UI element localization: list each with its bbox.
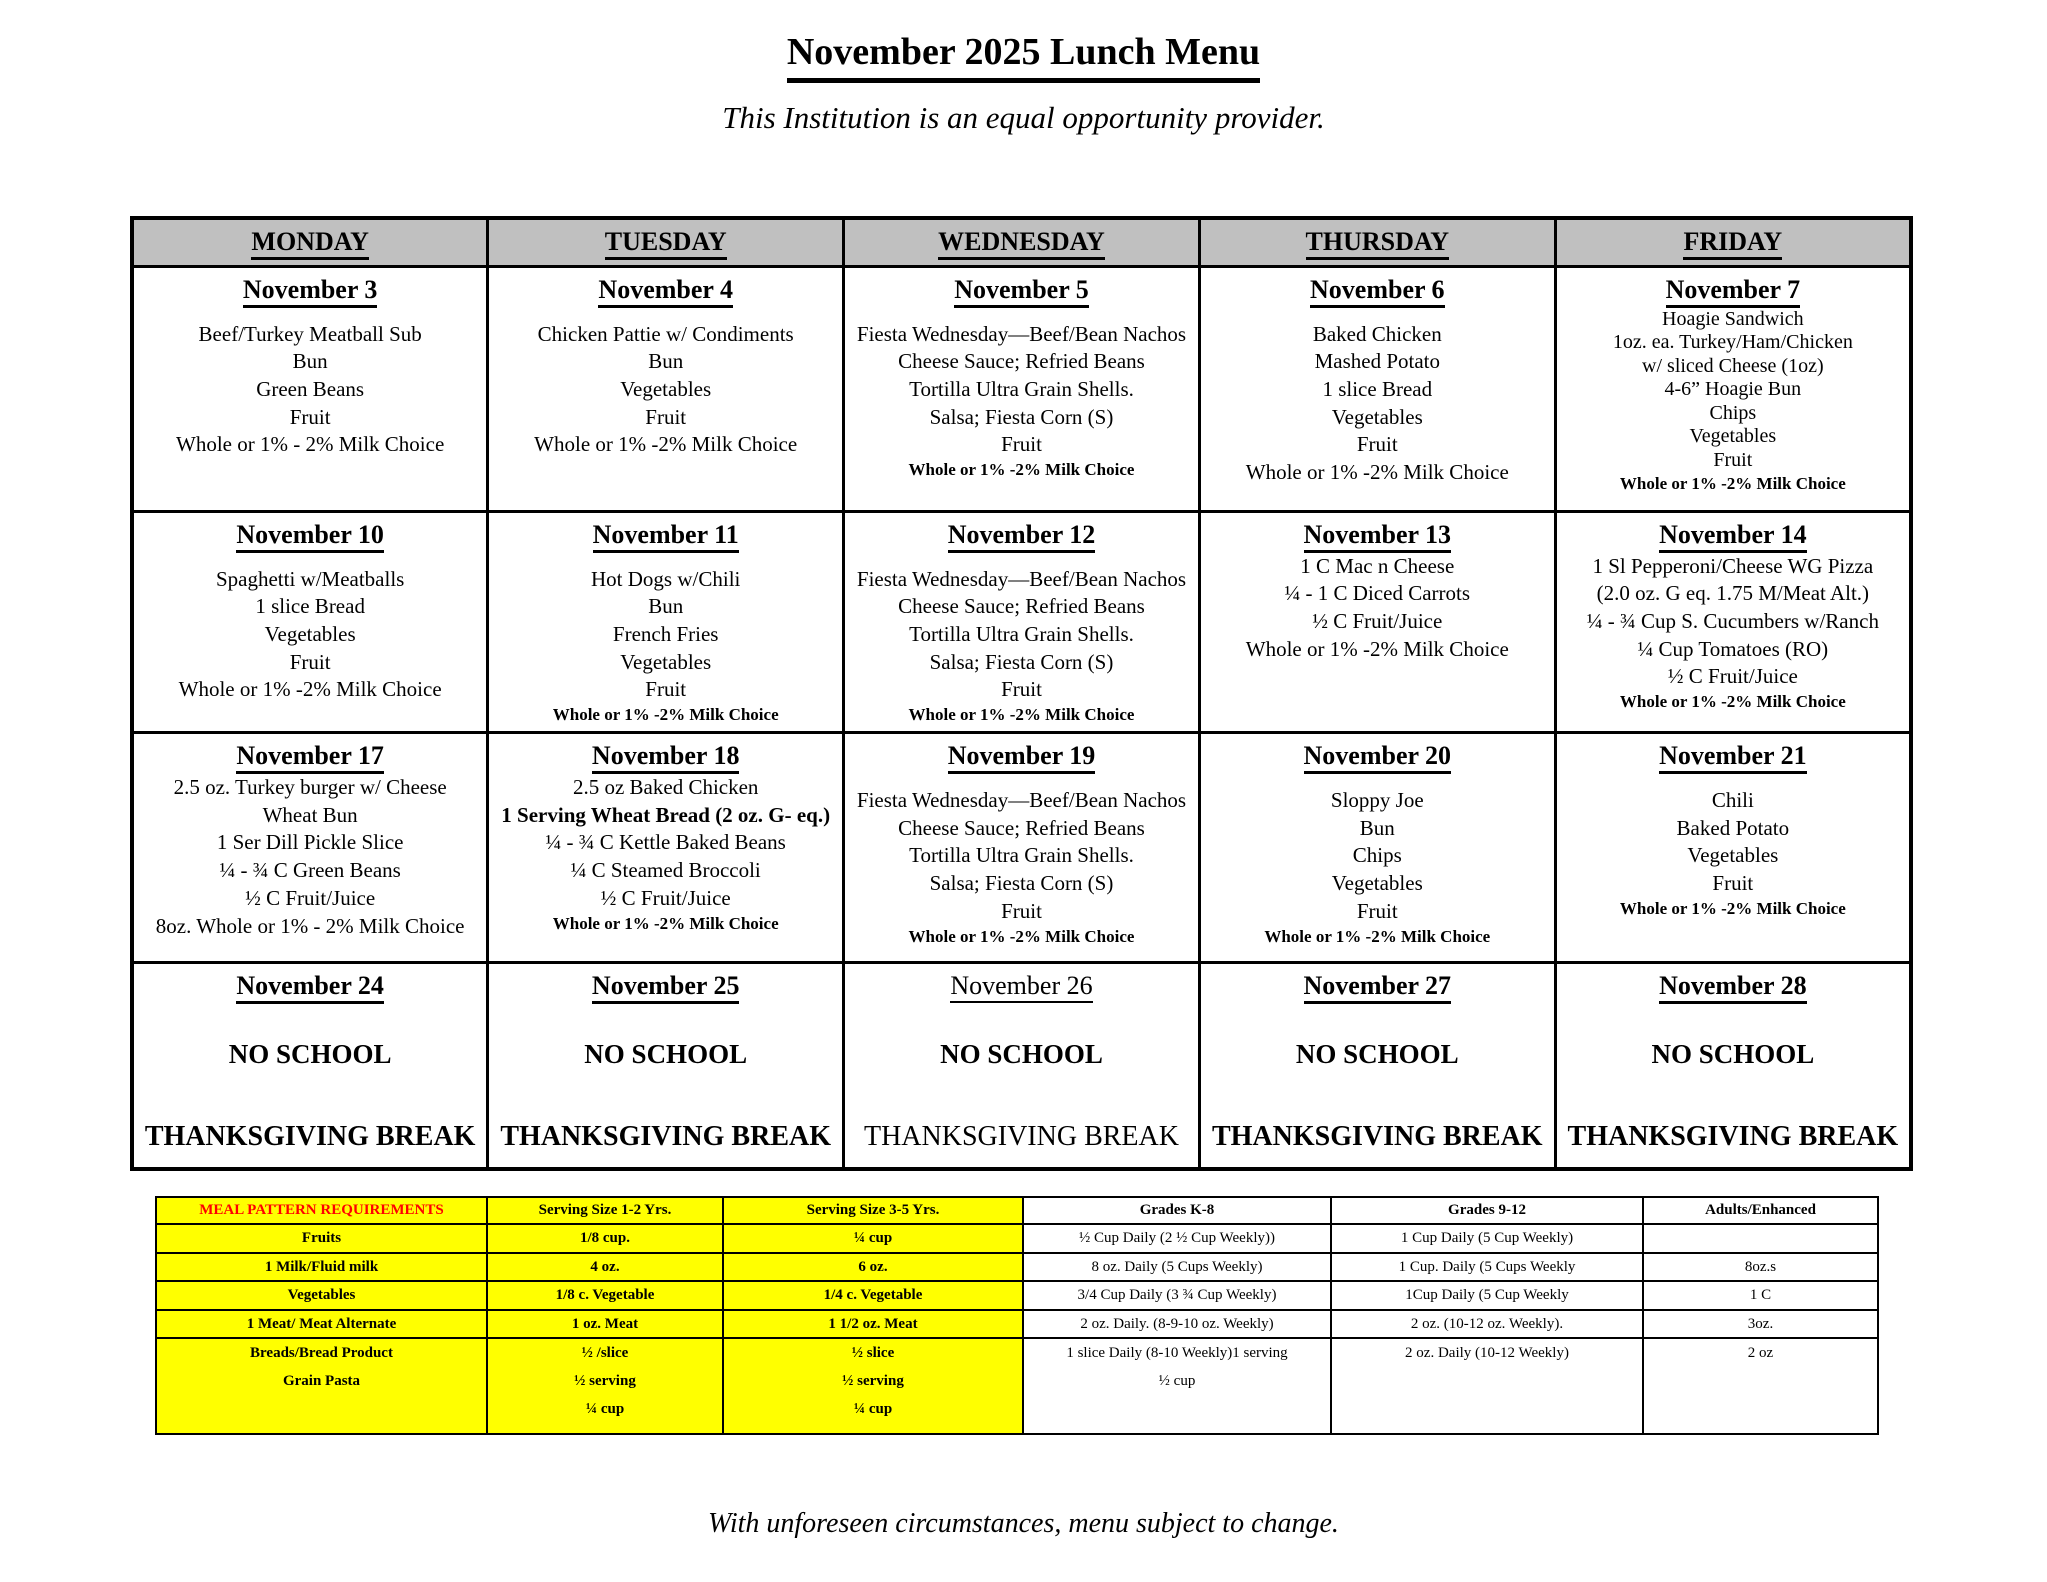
menu-line: ¼ C Steamed Broccoli <box>570 858 761 883</box>
menu-line: Fruit <box>645 404 687 429</box>
calendar-table <box>130 216 1913 1171</box>
menu-line: Vegetables <box>1331 871 1423 896</box>
week-row <box>132 266 1911 511</box>
meal-pattern-cell <box>156 1338 487 1434</box>
menu-line: 1 slice Bread <box>255 594 365 619</box>
menu-line: 2.5 oz Baked Chicken <box>572 775 759 800</box>
menu-line: Whole or 1% -2% Milk Choice <box>908 460 1135 480</box>
meal-pattern-line: 1 slice Daily (8-10 Weekly)1 serving <box>1066 1345 1288 1361</box>
day-header-label: FRIDAY <box>1683 227 1782 260</box>
menu-line: 1oz. ea. Turkey/Ham/Chicken <box>1612 331 1853 354</box>
menu-line: Fruit <box>289 649 331 674</box>
menu-line: 1 Serving Wheat Bread (2 oz. G- eq.) <box>501 802 831 827</box>
menu-line: 4-6” Hoagie Bun <box>1664 378 1802 401</box>
day-cell-november-6 <box>1199 266 1555 511</box>
menu-line: ½ C Fruit/Juice <box>1667 664 1798 689</box>
meal-pattern-line: ½ serving <box>842 1373 904 1389</box>
menu-line: Vegetables <box>620 376 712 401</box>
day-cell-november-5 <box>844 266 1200 511</box>
menu-line: Whole or 1% -2% Milk Choice <box>1264 926 1491 946</box>
menu-line: THANKSGIVING BREAK <box>500 1120 831 1152</box>
meal-pattern-cell <box>487 1253 723 1281</box>
meal-pattern-cell <box>1643 1224 1878 1253</box>
menu-line: 2.5 oz. Turkey burger w/ Cheese <box>173 775 447 800</box>
meal-pattern-cell <box>487 1310 723 1338</box>
menu-line: Cheese Sauce; Refried Beans <box>898 815 1145 840</box>
cell-date-label: November 14 <box>1659 520 1807 553</box>
day-cell-november-12 <box>844 511 1200 733</box>
meal-pattern-header-cell: MEAL PATTERN REQUIREMENTS <box>156 1197 487 1224</box>
cell-date-label: November 20 <box>1304 741 1452 774</box>
menu-line: w/ sliced Cheese (1oz) <box>1642 354 1824 377</box>
menu-line: Fiesta Wednesday—Beef/Bean Nachos <box>856 321 1187 346</box>
menu-line: Fiesta Wednesday—Beef/Bean Nachos <box>856 788 1187 813</box>
meal-pattern-header-cell: Serving Size 3-5 Yrs. <box>723 1197 1023 1224</box>
day-cell-november-20 <box>1199 733 1555 963</box>
menu-line: Sloppy Joe <box>1330 788 1424 813</box>
meal-pattern-line: ¼ cup <box>853 1401 893 1417</box>
menu-line: Mashed Potato <box>1314 349 1440 374</box>
menu-line: Whole or 1% -2% Milk Choice <box>1619 692 1846 712</box>
meal-pattern-line: 1 Milk/Fluid milk <box>264 1258 379 1275</box>
day-cell-november-18 <box>488 733 844 963</box>
meal-pattern-line: 1/8 c. Vegetable <box>555 1287 655 1303</box>
menu-line: ¼ Cup Tomatoes (RO) <box>1637 636 1829 661</box>
cell-date <box>495 520 836 550</box>
calendar-body <box>132 266 1911 1169</box>
meal-pattern-line: 1/4 c. Vegetable <box>823 1287 923 1303</box>
cell-date <box>140 741 480 771</box>
menu-line: THANKSGIVING BREAK <box>863 1120 1179 1152</box>
cell-date <box>495 275 836 305</box>
menu-line: Fruit <box>645 677 687 702</box>
day-cell-november-11 <box>488 511 844 733</box>
cell-date-label: November 11 <box>593 520 739 553</box>
meal-pattern-row <box>156 1253 1878 1281</box>
meal-pattern-cell <box>156 1253 487 1281</box>
meal-pattern-line: 2 oz. Daily (10-12 Weekly) <box>1405 1345 1569 1361</box>
week-row <box>132 733 1911 963</box>
day-cell-november-21 <box>1555 733 1911 963</box>
menu-line: Vegetables <box>620 649 712 674</box>
meal-pattern-cell <box>1023 1310 1331 1338</box>
meal-pattern-cell <box>1023 1281 1331 1310</box>
meal-pattern-line: 1 Cup. Daily (5 Cups Weekly <box>1398 1258 1576 1275</box>
menu-line: Whole or 1% -2% Milk Choice <box>1245 636 1509 661</box>
meal-pattern-line: Grain Pasta <box>282 1373 361 1389</box>
meal-pattern-line: 8 oz. Daily (5 Cups Weekly) <box>1091 1258 1263 1275</box>
day-cell-november-14 <box>1555 511 1911 733</box>
meal-pattern-row <box>156 1338 1878 1434</box>
menu-line: 1 Ser Dill Pickle Slice <box>216 830 404 855</box>
menu-line: ½ C Fruit/Juice <box>600 885 731 910</box>
cell-date-label: November 17 <box>236 741 384 774</box>
menu-line: ½ C Fruit/Juice <box>245 885 376 910</box>
day-cell-november-10 <box>132 511 488 733</box>
cell-date <box>140 275 480 305</box>
day-cell-november-3 <box>132 266 488 511</box>
cell-date <box>1207 741 1548 771</box>
menu-line: Chili <box>1711 788 1754 813</box>
menu-line: Whole or 1% -2% Milk Choice <box>534 432 798 457</box>
meal-pattern-cell <box>1331 1224 1643 1253</box>
day-header-friday <box>1555 218 1911 266</box>
cell-date-label: November 19 <box>948 741 1096 774</box>
cell-date <box>140 520 480 550</box>
meal-pattern-body <box>156 1197 1878 1434</box>
cell-date <box>1563 741 1903 771</box>
day-header-monday <box>132 218 488 266</box>
menu-line: Cheese Sauce; Refried Beans <box>898 594 1145 619</box>
day-header-label: THURSDAY <box>1306 227 1450 260</box>
meal-pattern-line: 1 Cup Daily (5 Cup Weekly) <box>1400 1230 1574 1246</box>
day-cell-november-7 <box>1555 266 1911 511</box>
menu-line: Bun <box>1359 815 1395 840</box>
menu-line: Fruit <box>1001 432 1042 457</box>
cell-date-label: November 18 <box>592 741 740 774</box>
menu-line: (2.0 oz. G eq. 1.75 M/Meat Alt.) <box>1596 581 1870 606</box>
meal-pattern-row <box>156 1281 1878 1310</box>
menu-line: Chips <box>1352 843 1402 868</box>
page-title <box>0 30 2047 83</box>
meal-pattern-line: ½ cup <box>1158 1373 1196 1389</box>
menu-line: Vegetables <box>1331 404 1423 429</box>
cell-date-label: November 27 <box>1304 971 1452 1004</box>
cell-date-label: November 28 <box>1659 971 1807 1004</box>
meal-pattern-header-cell: Serving Size 1-2 Yrs. <box>487 1197 723 1224</box>
menu-line: Fruit <box>1712 871 1754 896</box>
day-header-tuesday <box>488 218 844 266</box>
week-row <box>132 963 1911 1169</box>
cell-date-label: November 21 <box>1659 741 1807 774</box>
meal-pattern-cell <box>723 1310 1023 1338</box>
cell-date <box>1207 520 1548 550</box>
meal-pattern-line: 1 oz. Meat <box>571 1315 639 1332</box>
day-header-thursday <box>1199 218 1555 266</box>
menu-line: Whole or 1% -2% Milk Choice <box>178 677 442 702</box>
menu-line: Whole or 1% -2% Milk Choice <box>1245 460 1509 485</box>
meal-pattern-cell <box>156 1224 487 1253</box>
meal-pattern-line: 2 oz <box>1747 1345 1774 1361</box>
cell-date <box>851 520 1192 550</box>
meal-pattern-cell <box>723 1338 1023 1434</box>
cell-date-label: November 25 <box>592 971 740 1004</box>
menu-line: Whole or 1% -2% Milk Choice <box>908 926 1135 946</box>
cell-date <box>1563 520 1903 550</box>
day-cell-november-17 <box>132 733 488 963</box>
meal-pattern-line: Breads/Bread Product <box>250 1345 393 1361</box>
meal-pattern-header-cell: Grades 9-12 <box>1331 1197 1643 1224</box>
menu-line: Green Beans <box>256 376 365 401</box>
menu-line: Salsa; Fiesta Corn (S) <box>929 649 1114 674</box>
meal-pattern-line: 8oz.s <box>1744 1258 1777 1275</box>
cell-date <box>1563 275 1903 305</box>
meal-pattern-header-row <box>156 1197 1878 1224</box>
meal-pattern-cell <box>1643 1281 1878 1310</box>
meal-pattern-line: ½ Cup Daily (2 ½ Cup Weekly)) <box>1079 1230 1275 1246</box>
meal-pattern-cell <box>1023 1338 1331 1434</box>
cell-date <box>851 275 1192 305</box>
cell-date-label: November 4 <box>598 275 733 308</box>
menu-line: Hoagie Sandwich <box>1662 307 1804 330</box>
menu-line: NO SCHOOL <box>228 1039 392 1070</box>
menu-line: Bun <box>292 349 328 374</box>
menu-line: Tortilla Ultra Grain Shells. <box>909 621 1134 646</box>
meal-pattern-cell <box>156 1281 487 1310</box>
meal-pattern-cell <box>1331 1338 1643 1434</box>
meal-pattern-line: Fruits <box>301 1230 342 1246</box>
meal-pattern-cell <box>723 1224 1023 1253</box>
page-title-text: November 2025 Lunch Menu <box>787 30 1260 83</box>
menu-line: Whole or 1% -2% Milk Choice <box>1619 473 1846 493</box>
week-row <box>132 511 1911 733</box>
menu-line: Fiesta Wednesday—Beef/Bean Nachos <box>856 566 1187 591</box>
menu-line: NO SCHOOL <box>1651 1039 1815 1070</box>
meal-pattern-line: ½ /slice <box>581 1345 629 1361</box>
meal-pattern-cell <box>487 1338 723 1434</box>
menu-line: ½ C Fruit/Juice <box>1312 608 1443 633</box>
menu-line: Salsa; Fiesta Corn (S) <box>929 404 1114 429</box>
day-cell-november-27 <box>1199 963 1555 1169</box>
meal-pattern-cell <box>1023 1224 1331 1253</box>
day-cell-november-25 <box>488 963 844 1169</box>
meal-pattern-line: 4 oz. <box>590 1258 620 1275</box>
menu-line: French Fries <box>612 621 719 646</box>
day-header-label: TUESDAY <box>605 227 727 260</box>
menu-line: Vegetables <box>264 621 356 646</box>
menu-line: 1 slice Bread <box>1322 376 1433 401</box>
cell-date <box>851 971 1192 1001</box>
menu-line: Whole or 1% -2% Milk Choice <box>552 913 779 933</box>
menu-line: Fruit <box>1001 898 1042 923</box>
cell-date <box>140 971 480 1001</box>
cell-date-label: November 5 <box>954 275 1089 308</box>
menu-line: Salsa; Fiesta Corn (S) <box>929 871 1114 896</box>
meal-pattern-cell <box>1643 1253 1878 1281</box>
meal-pattern-cell <box>156 1310 487 1338</box>
menu-line: 1 Sl Pepperoni/Cheese WG Pizza <box>1592 553 1874 578</box>
meal-pattern-line: ¼ cup <box>585 1401 625 1417</box>
meal-pattern-table <box>155 1196 1879 1435</box>
menu-line: Vegetables <box>1689 425 1777 448</box>
menu-line: Chips <box>1709 401 1757 424</box>
meal-pattern-cell <box>723 1253 1023 1281</box>
day-header-label: MONDAY <box>251 227 368 260</box>
day-header-wednesday <box>844 218 1200 266</box>
meal-pattern-cell <box>1331 1253 1643 1281</box>
menu-line: Whole or 1% -2% Milk Choice <box>1619 898 1846 918</box>
menu-line: NO SCHOOL <box>940 1039 1103 1070</box>
menu-line: Chicken Pattie w/ Condiments <box>537 321 794 346</box>
menu-line: Vegetables <box>1687 843 1779 868</box>
menu-line: Baked Potato <box>1676 815 1790 840</box>
meal-pattern-line: Vegetables <box>287 1287 356 1303</box>
menu-line: Cheese Sauce; Refried Beans <box>898 349 1145 374</box>
day-cell-november-13 <box>1199 511 1555 733</box>
meal-pattern-line: 3/4 Cup Daily (3 ¾ Cup Weekly) <box>1077 1287 1277 1303</box>
meal-pattern-line: ¼ cup <box>853 1230 893 1246</box>
meal-pattern-line: 1/8 cup. <box>579 1230 630 1246</box>
menu-line: Whole or 1% - 2% Milk Choice <box>176 432 445 457</box>
meal-pattern-cell <box>1643 1310 1878 1338</box>
cell-date-label: November 26 <box>950 971 1092 1003</box>
equal-opportunity-statement: This Institution is an equal opportunity provider. <box>722 100 1325 135</box>
meal-pattern-row <box>156 1310 1878 1338</box>
meal-pattern-row <box>156 1224 1878 1253</box>
meal-pattern-line: ½ serving <box>574 1373 636 1389</box>
menu-line: Bun <box>648 594 684 619</box>
calendar-header-row <box>132 218 1911 266</box>
day-cell-november-4 <box>488 266 844 511</box>
menu-line: Bun <box>648 349 684 374</box>
menu-line: Fruit <box>1356 432 1398 457</box>
day-header-label: WEDNESDAY <box>938 227 1105 260</box>
menu-line: ¼ - ¾ C Kettle Baked Beans <box>545 830 786 855</box>
day-cell-november-26 <box>844 963 1200 1169</box>
cell-date <box>495 971 836 1001</box>
meal-pattern-cell <box>1331 1281 1643 1310</box>
menu-line: Whole or 1% -2% Milk Choice <box>552 705 779 725</box>
menu-line: ¼ - ¾ Cup S. Cucumbers w/Ranch <box>1586 608 1879 633</box>
menu-line: NO SCHOOL <box>584 1039 748 1070</box>
menu-line: 1 C Mac n Cheese <box>1300 553 1455 578</box>
meal-pattern-cell <box>1023 1253 1331 1281</box>
meal-pattern-line: ½ slice <box>851 1345 895 1361</box>
meal-pattern-line: 3oz. <box>1747 1315 1774 1332</box>
menu-line: Hot Dogs w/Chili <box>591 566 741 591</box>
cell-date <box>495 741 836 771</box>
menu-line: Baked Chicken <box>1312 321 1442 346</box>
menu-line: THANKSGIVING BREAK <box>1211 1120 1543 1152</box>
menu-line: THANKSGIVING BREAK <box>1567 1120 1899 1152</box>
day-cell-november-19 <box>844 733 1200 963</box>
meal-pattern-line: 1 C <box>1749 1287 1772 1303</box>
menu-line: NO SCHOOL <box>1295 1039 1459 1070</box>
meal-pattern-cell <box>487 1281 723 1310</box>
cell-date-label: November 12 <box>948 520 1096 553</box>
menu-line: THANKSGIVING BREAK <box>144 1120 476 1152</box>
menu-line: Tortilla Ultra Grain Shells. <box>909 376 1134 401</box>
menu-line: Spaghetti w/Meatballs <box>215 566 405 591</box>
cell-date <box>1207 971 1548 1001</box>
cell-date <box>851 741 1192 771</box>
day-cell-november-28 <box>1555 963 1911 1169</box>
meal-pattern-line: 1 1/2 oz. Meat <box>828 1315 918 1332</box>
cell-date-label: November 24 <box>236 971 384 1004</box>
cell-date-label: November 3 <box>243 275 378 308</box>
cell-date-label: November 7 <box>1666 275 1801 308</box>
meal-pattern-line: 1 Meat/ Meat Alternate <box>246 1315 397 1332</box>
menu-line: Fruit <box>1001 677 1042 702</box>
menu-line: Fruit <box>1713 449 1753 472</box>
menu-line: Wheat Bun <box>262 802 358 827</box>
day-cell-november-24 <box>132 963 488 1169</box>
disclaimer-footer: With unforeseen circumstances, menu subject to change. <box>708 1508 1339 1539</box>
menu-line: Fruit <box>1356 898 1398 923</box>
meal-pattern-line: 6 oz. <box>858 1258 888 1275</box>
cell-date-label: November 10 <box>236 520 384 553</box>
cell-date-label: November 6 <box>1310 275 1445 308</box>
menu-line: Fruit <box>289 404 331 429</box>
meal-pattern-cell <box>1643 1338 1878 1434</box>
meal-pattern-cell <box>723 1281 1023 1310</box>
cell-date <box>1563 971 1903 1001</box>
meal-pattern-line: 1Cup Daily (5 Cup Weekly <box>1405 1287 1569 1303</box>
menu-line: ¼ - ¾ C Green Beans <box>219 858 401 883</box>
menu-line: Beef/Turkey Meatball Sub <box>198 321 422 346</box>
cell-date <box>1207 275 1548 305</box>
menu-line: 8oz. Whole or 1% - 2% Milk Choice <box>155 913 465 938</box>
menu-line: Whole or 1% -2% Milk Choice <box>908 705 1135 725</box>
cell-date-label: November 13 <box>1304 520 1452 553</box>
meal-pattern-header-cell: Adults/Enhanced <box>1643 1197 1878 1224</box>
menu-line: Tortilla Ultra Grain Shells. <box>909 843 1134 868</box>
meal-pattern-line: 2 oz. Daily. (8-9-10 oz. Weekly) <box>1080 1315 1274 1332</box>
meal-pattern-cell <box>1331 1310 1643 1338</box>
meal-pattern-cell <box>487 1224 723 1253</box>
meal-pattern-line: 2 oz. (10-12 oz. Weekly). <box>1410 1315 1564 1332</box>
menu-line: ¼ - 1 C Diced Carrots <box>1284 581 1471 606</box>
meal-pattern-header-cell: Grades K-8 <box>1023 1197 1331 1224</box>
